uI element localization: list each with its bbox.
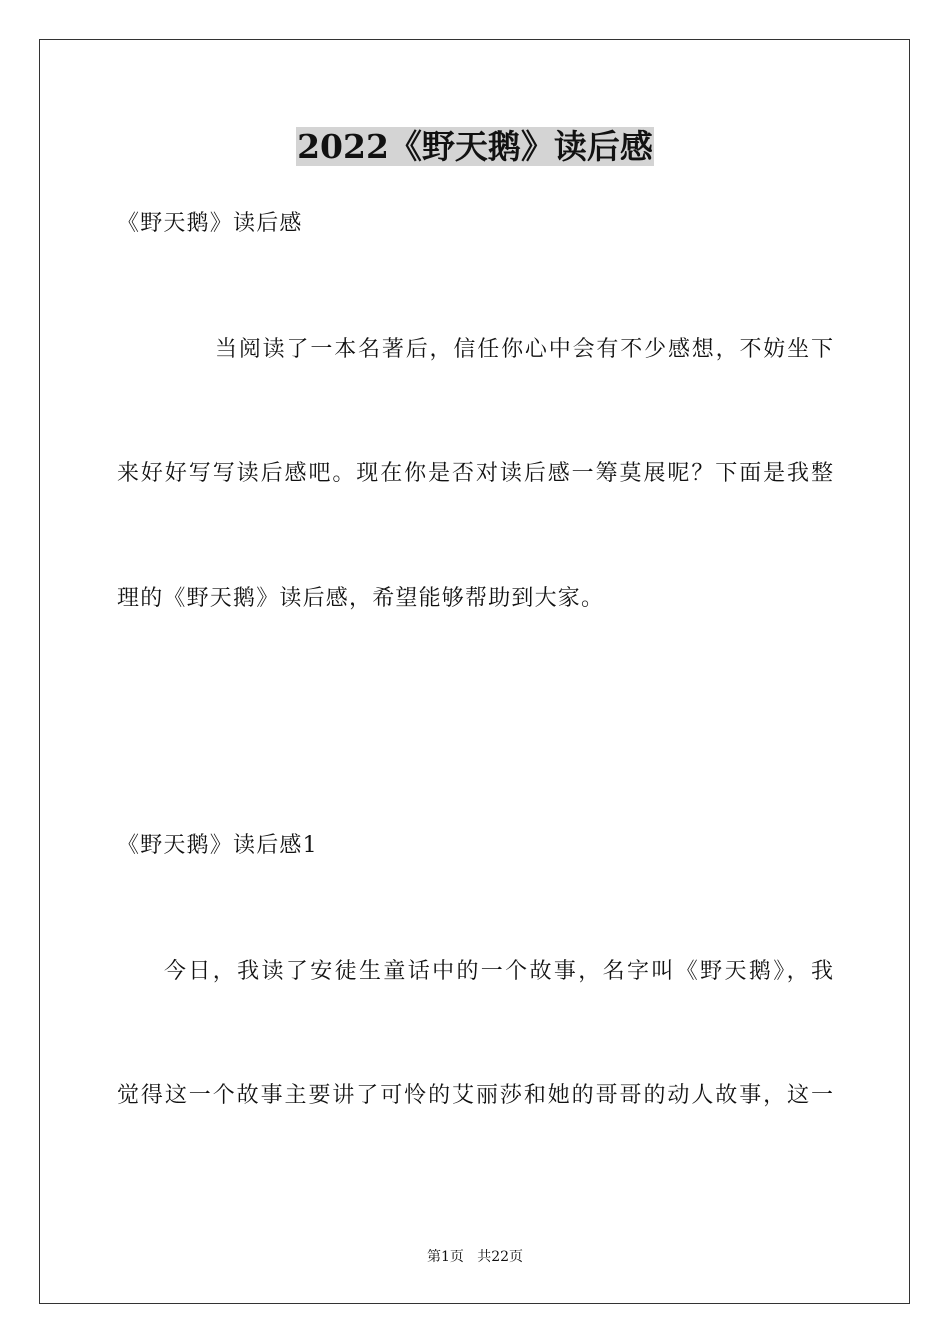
document-title-text: 2022《野天鹅》读后感 [297,127,653,166]
paragraph-line: 来好好写写读后感吧。现在你是否对读后感一筹莫展呢？下面是我整 [117,461,833,486]
paragraph-line: 今日，我读了安徒生童话中的一个故事，名字叫《野天鹅》，我 [164,959,833,984]
subtitle: 《野天鹅》读后感 [117,211,303,236]
paragraph-line: 理的《野天鹅》读后感，希望能够帮助到大家。 [117,586,605,611]
paragraph-line: 觉得这一个故事主要讲了可怜的艾丽莎和她的哥哥的动人故事，这一 [117,1083,833,1108]
page-footer: 第1页 共22页 [426,1249,524,1265]
document-title [0,125,950,169]
section-heading: 《野天鹅》读后感1 [117,833,318,858]
paragraph-line: 当阅读了一本名著后，信任你心中会有不少感想，不妨坐下 [215,337,833,362]
